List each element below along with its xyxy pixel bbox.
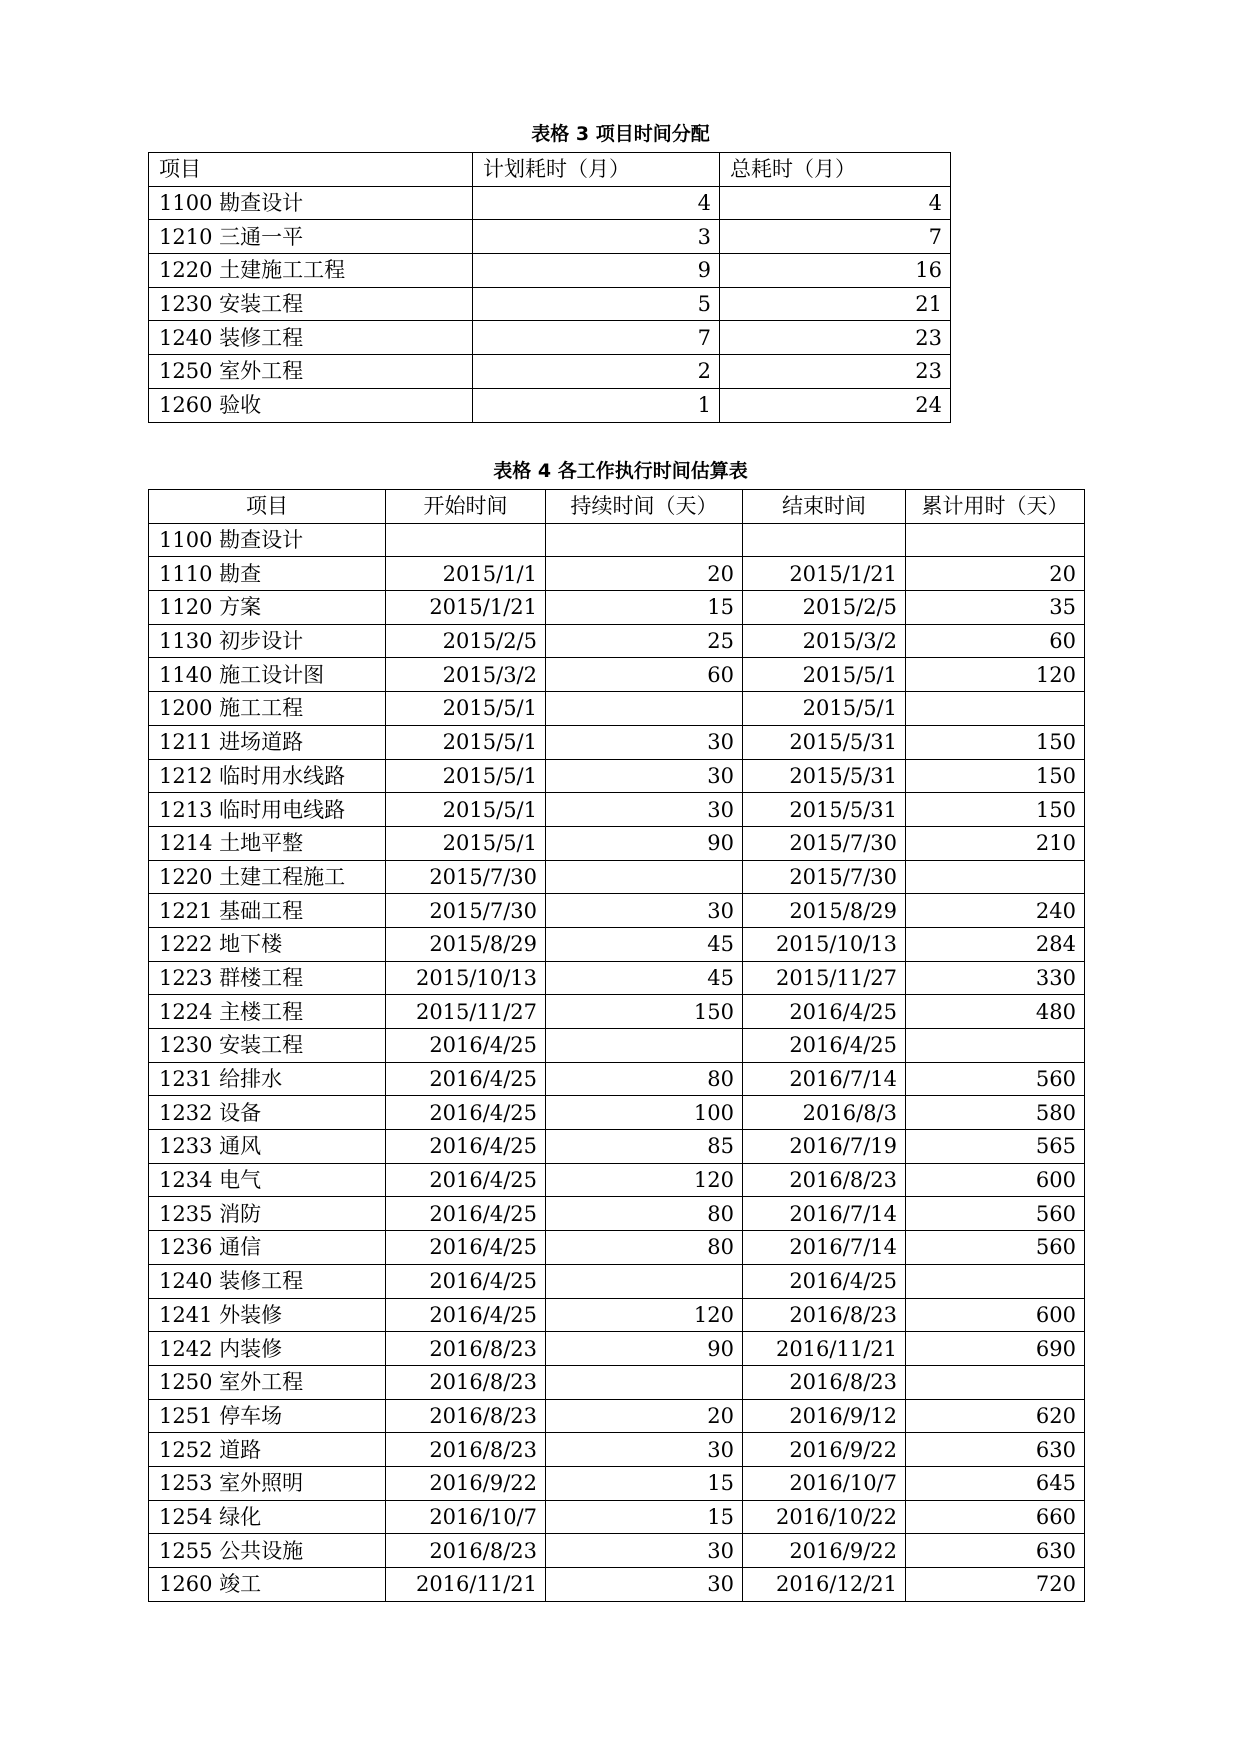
table-cell: 30 xyxy=(546,1433,743,1467)
table-cell: 1242 内装修 xyxy=(149,1332,386,1366)
table-row xyxy=(149,692,1085,726)
table-cell: 2016/8/3 xyxy=(743,1096,906,1130)
table-cell: 23 xyxy=(720,355,951,389)
table-cell: 2015/5/31 xyxy=(743,725,906,759)
table-cell: 2015/3/2 xyxy=(743,624,906,658)
table-cell: 2016/9/22 xyxy=(743,1433,906,1467)
table-row xyxy=(149,961,1085,995)
table-cell: 25 xyxy=(546,624,743,658)
table-row xyxy=(149,1096,1085,1130)
table-cell: 15 xyxy=(546,1466,743,1500)
table-cell: 1231 给排水 xyxy=(149,1062,386,1096)
table-row xyxy=(149,287,951,321)
table-cell: 2015/5/1 xyxy=(386,759,546,793)
table-cell: 2016/4/25 xyxy=(386,1298,546,1332)
table-cell: 24 xyxy=(720,388,951,422)
table-cell: 560 xyxy=(906,1062,1085,1096)
table-cell: 2015/1/1 xyxy=(386,557,546,591)
table-cell: 2016/4/25 xyxy=(386,1264,546,1298)
table-cell: 120 xyxy=(546,1298,743,1332)
table-cell xyxy=(906,692,1085,726)
table-cell: 2016/4/25 xyxy=(386,1130,546,1164)
table-cell: 15 xyxy=(546,1500,743,1534)
table-cell: 16 xyxy=(720,254,951,288)
table-cell: 284 xyxy=(906,927,1085,961)
table3-caption: 表格 3 项目时间分配 xyxy=(531,123,710,145)
table-row xyxy=(149,523,1085,557)
table-cell: 2016/4/25 xyxy=(386,1163,546,1197)
table-row xyxy=(149,1365,1085,1399)
table-cell: 120 xyxy=(546,1163,743,1197)
table-cell: 2015/10/13 xyxy=(386,961,546,995)
table-cell: 2016/4/25 xyxy=(386,1096,546,1130)
table-row xyxy=(149,725,1085,759)
table-cell: 2015/5/1 xyxy=(743,692,906,726)
table-row xyxy=(149,624,1085,658)
table-cell: 630 xyxy=(906,1534,1085,1568)
table-cell: 2015/5/1 xyxy=(386,725,546,759)
table-cell: 1252 道路 xyxy=(149,1433,386,1467)
table-cell: 80 xyxy=(546,1197,743,1231)
table-cell xyxy=(546,523,743,557)
table-cell: 560 xyxy=(906,1231,1085,1265)
table-cell: 2016/9/22 xyxy=(386,1466,546,1500)
table-cell: 20 xyxy=(546,1399,743,1433)
header-row xyxy=(149,153,951,187)
table-cell xyxy=(386,523,546,557)
table-cell: 2015/5/31 xyxy=(743,759,906,793)
table-row xyxy=(149,254,951,288)
table-cell: 1100 勘查设计 xyxy=(149,186,473,220)
table-row xyxy=(149,1399,1085,1433)
table-cell: 1260 验收 xyxy=(149,388,473,422)
table-cell: 90 xyxy=(546,1332,743,1366)
table-cell: 30 xyxy=(546,793,743,827)
time-allocation-table xyxy=(148,152,951,423)
column-header: 结束时间 xyxy=(743,490,906,524)
table-cell: 30 xyxy=(546,894,743,928)
table-cell: 2016/4/25 xyxy=(743,1264,906,1298)
table-cell: 30 xyxy=(546,725,743,759)
table-cell: 600 xyxy=(906,1163,1085,1197)
table-cell: 1212 临时用水线路 xyxy=(149,759,386,793)
table-cell: 1250 室外工程 xyxy=(149,355,473,389)
table-row xyxy=(149,1568,1085,1602)
table-cell: 580 xyxy=(906,1096,1085,1130)
table-row xyxy=(149,826,1085,860)
table-cell: 210 xyxy=(906,826,1085,860)
table-cell: 1236 通信 xyxy=(149,1231,386,1265)
table-cell: 1220 土建施工工程 xyxy=(149,254,473,288)
table-cell: 23 xyxy=(720,321,951,355)
table-cell: 1253 室外照明 xyxy=(149,1466,386,1500)
table-cell: 630 xyxy=(906,1433,1085,1467)
table-cell: 2015/5/1 xyxy=(386,793,546,827)
table-cell: 2015/2/5 xyxy=(743,591,906,625)
table-row xyxy=(149,1433,1085,1467)
table-cell: 3 xyxy=(473,220,720,254)
table-cell: 2016/7/14 xyxy=(743,1062,906,1096)
table-cell xyxy=(546,692,743,726)
table-cell: 1240 装修工程 xyxy=(149,1264,386,1298)
table-cell: 2015/10/13 xyxy=(743,927,906,961)
table-row xyxy=(149,1062,1085,1096)
table-cell: 150 xyxy=(906,793,1085,827)
table-row xyxy=(149,186,951,220)
table-cell: 600 xyxy=(906,1298,1085,1332)
table-cell: 2015/7/30 xyxy=(386,860,546,894)
table-cell: 2016/7/14 xyxy=(743,1231,906,1265)
table-cell xyxy=(743,523,906,557)
table4-caption: 表格 4 各工作执行时间估算表 xyxy=(493,460,748,482)
table-cell: 2016/4/25 xyxy=(386,1197,546,1231)
table-cell: 1140 施工设计图 xyxy=(149,658,386,692)
table-cell: 1200 施工工程 xyxy=(149,692,386,726)
table-cell: 2016/10/7 xyxy=(386,1500,546,1534)
table-cell: 2016/8/23 xyxy=(743,1163,906,1197)
table-cell: 2016/11/21 xyxy=(386,1568,546,1602)
table-cell: 60 xyxy=(546,658,743,692)
table-cell: 1250 室外工程 xyxy=(149,1365,386,1399)
table-row xyxy=(149,1197,1085,1231)
table-cell: 1214 土地平整 xyxy=(149,826,386,860)
table-cell: 2016/8/23 xyxy=(743,1298,906,1332)
table-cell: 80 xyxy=(546,1062,743,1096)
table-cell: 1232 设备 xyxy=(149,1096,386,1130)
table-cell: 2015/1/21 xyxy=(386,591,546,625)
table-cell: 1230 安装工程 xyxy=(149,1029,386,1063)
column-header: 开始时间 xyxy=(386,490,546,524)
table-row xyxy=(149,1500,1085,1534)
table-row xyxy=(149,1264,1085,1298)
column-header: 累计用时（天） xyxy=(906,490,1085,524)
table-cell: 2016/8/23 xyxy=(386,1433,546,1467)
header-row xyxy=(149,490,1085,524)
table-cell: 2015/7/30 xyxy=(743,826,906,860)
table-cell: 1230 安装工程 xyxy=(149,287,473,321)
table-cell: 2016/8/23 xyxy=(386,1534,546,1568)
table-cell: 15 xyxy=(546,591,743,625)
table-cell: 2016/4/25 xyxy=(386,1231,546,1265)
table-cell: 35 xyxy=(906,591,1085,625)
table-cell: 2015/11/27 xyxy=(743,961,906,995)
table-cell: 1130 初步设计 xyxy=(149,624,386,658)
column-header: 持续时间（天） xyxy=(546,490,743,524)
table-cell: 2016/4/25 xyxy=(386,1062,546,1096)
table-cell: 150 xyxy=(906,725,1085,759)
table-cell: 2015/2/5 xyxy=(386,624,546,658)
table-cell: 2015/5/1 xyxy=(743,658,906,692)
table-cell: 1 xyxy=(473,388,720,422)
table-row xyxy=(149,1534,1085,1568)
table-cell: 690 xyxy=(906,1332,1085,1366)
table-cell: 2015/7/30 xyxy=(743,860,906,894)
table-cell xyxy=(906,1264,1085,1298)
table-row xyxy=(149,220,951,254)
table-cell: 660 xyxy=(906,1500,1085,1534)
table-row xyxy=(149,793,1085,827)
table-cell: 120 xyxy=(906,658,1085,692)
table-cell: 85 xyxy=(546,1130,743,1164)
execution-time-table xyxy=(148,489,1085,1602)
table-cell: 1210 三通一平 xyxy=(149,220,473,254)
table-row xyxy=(149,1231,1085,1265)
table-cell: 2015/5/1 xyxy=(386,692,546,726)
table-cell xyxy=(906,1365,1085,1399)
column-header: 项目 xyxy=(149,153,473,187)
table-cell: 20 xyxy=(906,557,1085,591)
table-cell: 720 xyxy=(906,1568,1085,1602)
table-cell xyxy=(546,860,743,894)
table-row xyxy=(149,1298,1085,1332)
table-row xyxy=(149,591,1085,625)
table-row xyxy=(149,927,1085,961)
table-cell: 2015/1/21 xyxy=(743,557,906,591)
table-cell: 2016/8/23 xyxy=(386,1332,546,1366)
table-cell: 2016/9/22 xyxy=(743,1534,906,1568)
table-cell: 1221 基础工程 xyxy=(149,894,386,928)
table-cell xyxy=(906,523,1085,557)
table-cell: 1220 土建工程施工 xyxy=(149,860,386,894)
table-row xyxy=(149,1163,1085,1197)
table-cell: 2015/8/29 xyxy=(743,894,906,928)
table-cell: 21 xyxy=(720,287,951,321)
column-header: 计划耗时（月） xyxy=(473,153,720,187)
table-cell: 100 xyxy=(546,1096,743,1130)
table-cell: 645 xyxy=(906,1466,1085,1500)
table-cell: 480 xyxy=(906,995,1085,1029)
table-cell: 1223 群楼工程 xyxy=(149,961,386,995)
table-row xyxy=(149,1130,1085,1164)
table-cell: 80 xyxy=(546,1231,743,1265)
table-cell: 30 xyxy=(546,1568,743,1602)
table-cell: 7 xyxy=(720,220,951,254)
table-cell: 1224 主楼工程 xyxy=(149,995,386,1029)
table-cell: 1234 电气 xyxy=(149,1163,386,1197)
table-row xyxy=(149,355,951,389)
table-cell: 90 xyxy=(546,826,743,860)
table-row xyxy=(149,995,1085,1029)
table-cell: 1240 装修工程 xyxy=(149,321,473,355)
column-header: 总耗时（月） xyxy=(720,153,951,187)
table-cell: 2016/7/19 xyxy=(743,1130,906,1164)
table-cell: 2015/11/27 xyxy=(386,995,546,1029)
table-cell: 2015/7/30 xyxy=(386,894,546,928)
column-header: 项目 xyxy=(149,490,386,524)
table-row xyxy=(149,759,1085,793)
table-cell: 1213 临时用电线路 xyxy=(149,793,386,827)
table-cell xyxy=(906,860,1085,894)
table-cell: 330 xyxy=(906,961,1085,995)
table-cell: 4 xyxy=(720,186,951,220)
table-cell: 150 xyxy=(546,995,743,1029)
table-cell: 1120 方案 xyxy=(149,591,386,625)
table-row xyxy=(149,1332,1085,1366)
table-row xyxy=(149,388,951,422)
table-cell: 45 xyxy=(546,961,743,995)
table-cell: 2016/10/22 xyxy=(743,1500,906,1534)
table-cell: 560 xyxy=(906,1197,1085,1231)
table-cell: 2016/10/7 xyxy=(743,1466,906,1500)
table-cell: 2016/8/23 xyxy=(743,1365,906,1399)
table-cell: 2 xyxy=(473,355,720,389)
table-cell xyxy=(546,1264,743,1298)
table-cell: 60 xyxy=(906,624,1085,658)
table-cell: 2016/4/25 xyxy=(743,995,906,1029)
table-cell: 2015/8/29 xyxy=(386,927,546,961)
table-cell: 20 xyxy=(546,557,743,591)
table-cell: 7 xyxy=(473,321,720,355)
table-cell: 1260 竣工 xyxy=(149,1568,386,1602)
table-cell: 9 xyxy=(473,254,720,288)
table-row xyxy=(149,557,1085,591)
table-cell: 30 xyxy=(546,1534,743,1568)
table-row xyxy=(149,894,1085,928)
table-cell: 2016/12/21 xyxy=(743,1568,906,1602)
table-cell: 1251 停车场 xyxy=(149,1399,386,1433)
table-cell: 2016/4/25 xyxy=(386,1029,546,1063)
table-cell: 2016/8/23 xyxy=(386,1365,546,1399)
table-cell: 1222 地下楼 xyxy=(149,927,386,961)
table-cell: 45 xyxy=(546,927,743,961)
table-cell: 2015/5/1 xyxy=(386,826,546,860)
table-cell: 1255 公共设施 xyxy=(149,1534,386,1568)
table-cell: 1110 勘查 xyxy=(149,557,386,591)
table-cell: 2016/9/12 xyxy=(743,1399,906,1433)
table-cell xyxy=(906,1029,1085,1063)
table-cell: 2015/5/31 xyxy=(743,793,906,827)
table-row xyxy=(149,321,951,355)
table-cell: 1235 消防 xyxy=(149,1197,386,1231)
table-cell: 1211 进场道路 xyxy=(149,725,386,759)
table-cell: 1100 勘查设计 xyxy=(149,523,386,557)
table-cell: 1241 外装修 xyxy=(149,1298,386,1332)
table-row xyxy=(149,1466,1085,1500)
table-cell: 2016/11/21 xyxy=(743,1332,906,1366)
table-cell: 150 xyxy=(906,759,1085,793)
table-cell: 2015/3/2 xyxy=(386,658,546,692)
table-cell: 2016/8/23 xyxy=(386,1399,546,1433)
table-cell: 2016/7/14 xyxy=(743,1197,906,1231)
table-cell xyxy=(546,1365,743,1399)
table-cell: 4 xyxy=(473,186,720,220)
table-row xyxy=(149,860,1085,894)
table-cell: 5 xyxy=(473,287,720,321)
table-cell: 565 xyxy=(906,1130,1085,1164)
table-cell xyxy=(546,1029,743,1063)
table-row xyxy=(149,658,1085,692)
table-cell: 30 xyxy=(546,759,743,793)
table-cell: 240 xyxy=(906,894,1085,928)
table-cell: 620 xyxy=(906,1399,1085,1433)
table-cell: 1233 通风 xyxy=(149,1130,386,1164)
table-cell: 2016/4/25 xyxy=(743,1029,906,1063)
table-cell: 1254 绿化 xyxy=(149,1500,386,1534)
table-row xyxy=(149,1029,1085,1063)
